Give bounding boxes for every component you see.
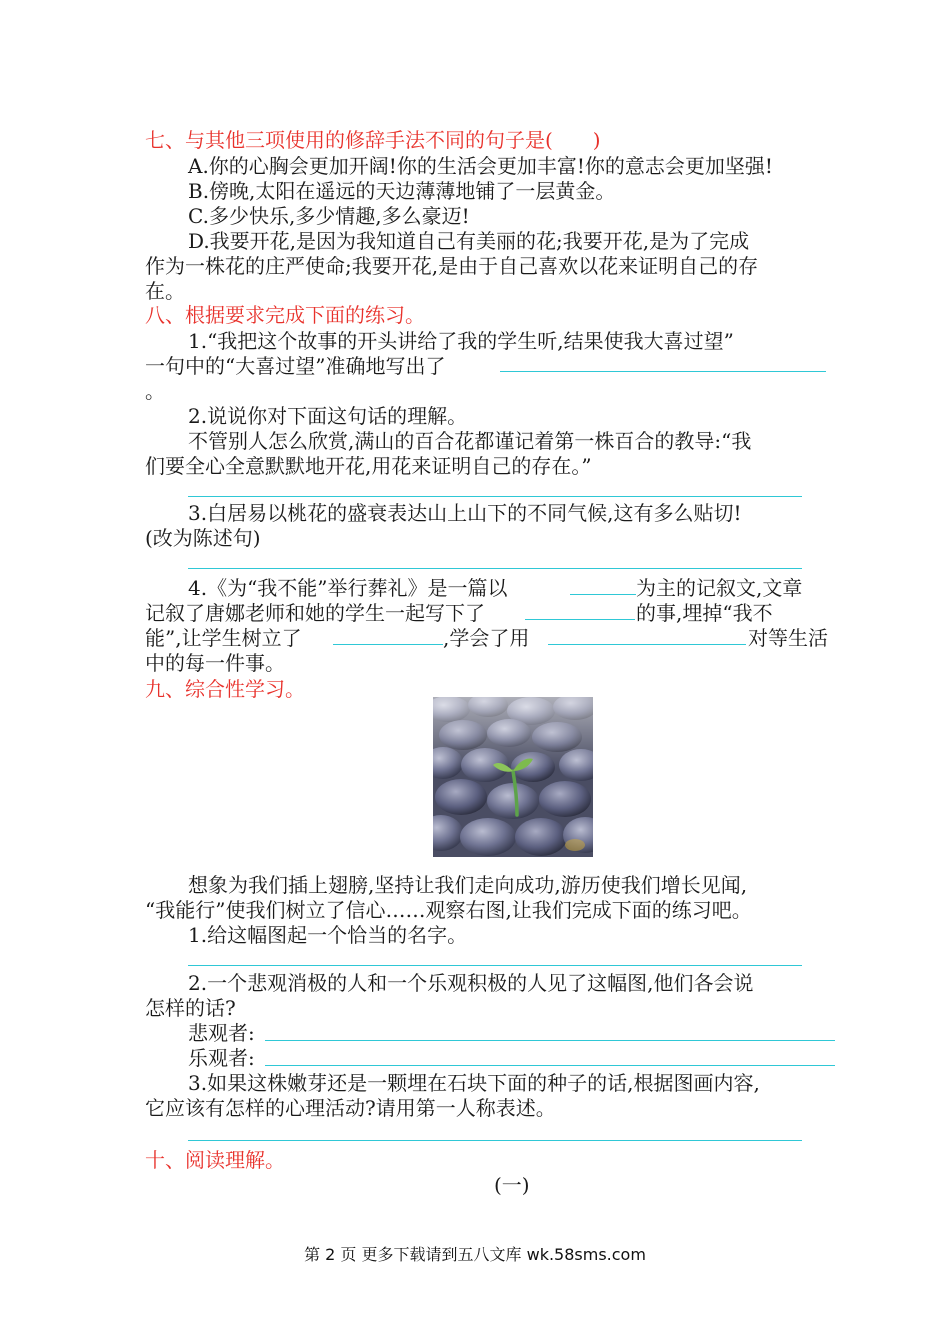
- answer-blank[interactable]: [525, 619, 635, 620]
- answer-blank[interactable]: [188, 965, 802, 966]
- s8-q4-line1-a: 4.《为“我不能”举行葬礼》是一篇以: [188, 576, 508, 600]
- section8-title: 八、根据要求完成下面的练习。: [145, 303, 425, 327]
- option-d-line1: D.我要开花,是因为我知道自己有美丽的花;我要开花,是为了完成: [188, 229, 750, 253]
- s8-q2-quote-line2: 们要全心全意默默地开花,用花来证明自己的存在。”: [145, 454, 592, 478]
- s8-q3-line1: 3.白居易以桃花的盛衰表达山上山下的不同气候,这有多么贴切!: [188, 501, 742, 525]
- option-b: B.傍晚,太阳在遥远的天边薄薄地铺了一层黄金。: [188, 179, 616, 203]
- s9-q3-line2: 它应该有怎样的心理活动?请用第一人称表述。: [145, 1096, 556, 1120]
- s8-q3-line2: (改为陈述句): [145, 526, 261, 550]
- answer-blank[interactable]: [188, 568, 802, 569]
- s8-q4-line3-c: 对等生活: [748, 626, 828, 650]
- sprout-among-pebbles-image: [433, 697, 593, 857]
- s8-q4-line1-b: 为主的记叙文,文章: [636, 576, 803, 600]
- s9-q2-line2: 怎样的话?: [145, 996, 236, 1020]
- s8-q4-line2-b: 的事,埋掉“我不: [636, 601, 773, 625]
- s9-intro-line1: 想象为我们插上翅膀,坚持让我们走向成功,游历使我们增长见闻,: [188, 873, 748, 897]
- section10-title: 十、阅读理解。: [145, 1148, 285, 1172]
- optimist-answer-blank[interactable]: [265, 1065, 835, 1066]
- optimist-label: 乐观者:: [188, 1046, 255, 1070]
- s8-q4-line3-a: 能”,让学生树立了: [145, 626, 302, 650]
- s9-q1: 1.给这幅图起一个恰当的名字。: [188, 923, 468, 947]
- option-c: C.多少快乐,多少情趣,多么豪迈!: [188, 204, 470, 228]
- s8-q1-line2: 一句中的“大喜过望”准确地写出了: [145, 354, 446, 378]
- pessimist-label: 悲观者:: [188, 1021, 255, 1045]
- page-footer: 第 2 页 更多下载请到五八文库 wk.58sms.com: [304, 1245, 646, 1264]
- s8-q2-quote-line1: 不管别人怎么欣赏,满山的百合花都谨记着第一株百合的教导:“我: [188, 429, 752, 453]
- s8-q1-end: 。: [145, 379, 165, 403]
- s9-q2-line1: 2.一个悲观消极的人和一个乐观积极的人见了这幅图,他们各会说: [188, 971, 754, 995]
- answer-blank[interactable]: [570, 594, 636, 595]
- section7-title: 七、与其他三项使用的修辞手法不同的句子是( ): [145, 128, 601, 152]
- passage-number: (一): [494, 1173, 530, 1197]
- s8-q4-line2-a: 记叙了唐娜老师和她的学生一起写下了: [145, 601, 485, 625]
- s8-q1-line1: 1.“我把这个故事的开头讲给了我的学生听,结果使我大喜过望”: [188, 329, 734, 353]
- option-a: A.你的心胸会更加开阔!你的生活会更加丰富!你的意志会更加坚强!: [188, 154, 773, 178]
- answer-blank[interactable]: [333, 644, 443, 645]
- pessimist-answer-blank[interactable]: [265, 1040, 835, 1041]
- option-d-line3: 在。: [145, 279, 185, 303]
- s8-q4-line4: 中的每一件事。: [145, 651, 285, 675]
- s8-q4-line3-b: ,学会了用: [443, 626, 530, 650]
- answer-blank[interactable]: [548, 644, 746, 645]
- section9-title: 九、综合性学习。: [145, 677, 305, 701]
- answer-blank[interactable]: [188, 1140, 802, 1141]
- s9-intro-line2: “我能行”使我们树立了信心……观察右图,让我们完成下面的练习吧。: [145, 898, 752, 922]
- answer-blank[interactable]: [188, 496, 802, 497]
- answer-blank[interactable]: [500, 371, 826, 372]
- s8-q2-prompt: 2.说说你对下面这句话的理解。: [188, 404, 468, 428]
- option-d-line2: 作为一株花的庄严使命;我要开花,是由于自己喜欢以花来证明自己的存: [145, 254, 759, 278]
- s9-q3-line1: 3.如果这株嫩芽还是一颗埋在石块下面的种子的话,根据图画内容,: [188, 1071, 760, 1095]
